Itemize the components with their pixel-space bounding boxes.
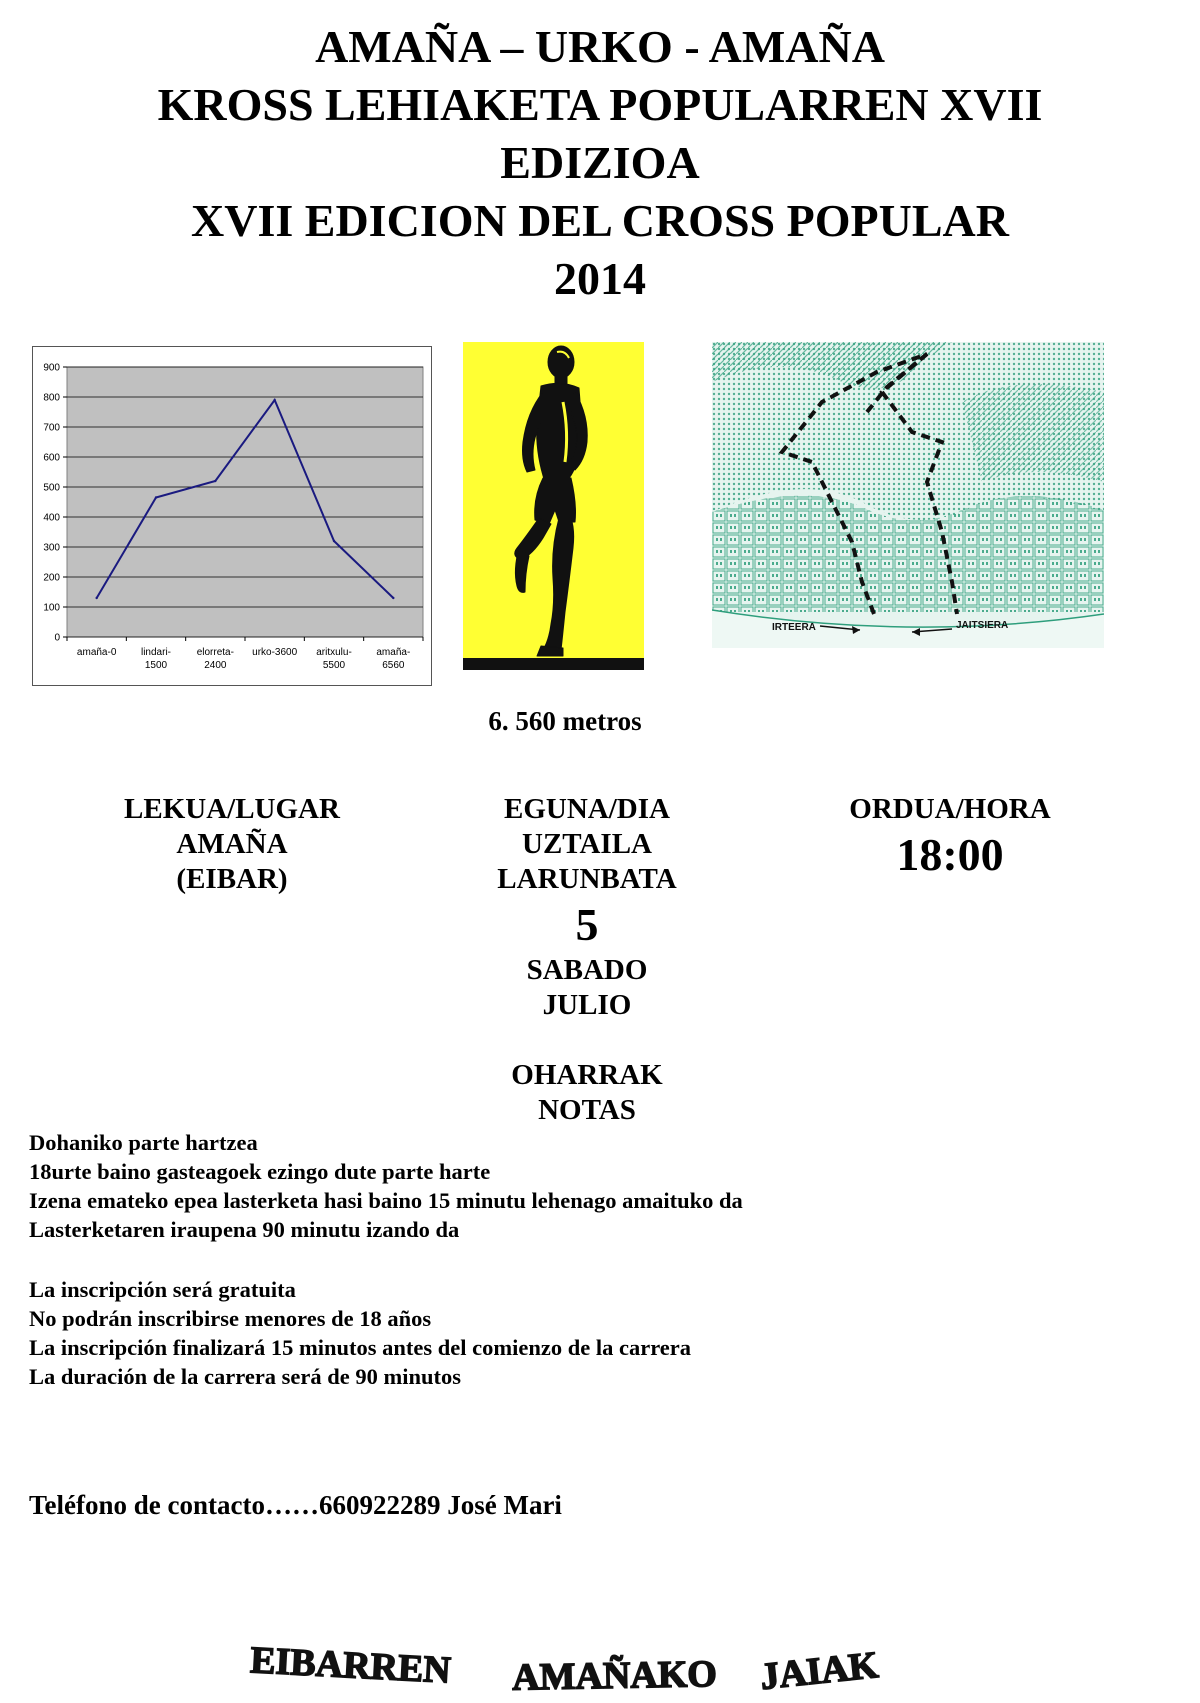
time-value: 18:00 [896, 829, 1004, 880]
y-tick-label: 700 [43, 422, 60, 434]
map-label-start: IRTEERA [772, 622, 816, 633]
x-tick-label: urko-3600 [252, 647, 298, 658]
y-tick-label: 500 [43, 482, 60, 494]
place-line-1: AMAÑA [176, 828, 288, 860]
note-line: La inscripción será gratuita [29, 1277, 296, 1302]
note-line: Dohaniko parte hartzea [29, 1130, 258, 1155]
place-heading: LEKUA/LUGAR [124, 793, 340, 825]
notes-spanish [29, 1275, 691, 1391]
x-tick-label: 6560 [382, 660, 405, 671]
x-tick-label: 5500 [322, 660, 346, 671]
title-line-2: KROSS LEHIAKETA POPULARREN XVII [157, 79, 1043, 130]
elevation-point [392, 597, 394, 599]
time-column [800, 792, 1100, 883]
distance-label: 6. 560 metros [488, 706, 642, 736]
x-tick-label: 2400 [204, 660, 227, 671]
x-tick-label: amaña- [376, 647, 411, 658]
footer-logo [240, 1630, 940, 1698]
note-line: La inscripción finalizará 15 minutos antes del comienzo de la carrera [29, 1335, 692, 1360]
y-tick-label: 400 [43, 512, 60, 524]
x-tick-label: elorreta- [196, 647, 234, 658]
x-tick-label: aritxulu- [316, 647, 352, 658]
y-tick-label: 200 [43, 572, 60, 584]
time-heading: ORDUA/HORA [849, 793, 1051, 825]
x-tick-label: 1500 [144, 660, 168, 671]
note-line: Lasterketaren iraupena 90 minutu izando da [29, 1217, 460, 1242]
place-line-2: (EIBAR) [176, 863, 288, 895]
place-column [82, 792, 382, 897]
note-line: Izena emateko epea lasterketa hasi baino 15 minutu lehenago amaituko da [29, 1188, 743, 1213]
title-line-5: 2014 [554, 253, 646, 304]
note-line: 18urte baino gasteagoek ezingo dute parte harte [29, 1159, 491, 1184]
elevation-point [95, 597, 97, 599]
y-tick-label: 800 [43, 392, 60, 404]
elevation-point [155, 496, 157, 498]
note-line: La duración de la carrera será de 90 minutos [29, 1364, 462, 1389]
y-tick-label: 600 [43, 452, 60, 464]
elevation-chart-svg [33, 347, 433, 687]
map-label-end: JAITSIERA [956, 620, 1009, 631]
day-heading: EGUNA/DIA [504, 793, 670, 825]
elevation-chart [32, 346, 432, 686]
day-column [437, 792, 737, 1023]
y-tick-label: 900 [43, 362, 60, 374]
day-line-4: JULIO [542, 989, 632, 1021]
elevation-point [273, 399, 275, 401]
notes-heading-es: NOTAS [538, 1094, 636, 1126]
day-line-2: LARUNBATA [497, 863, 677, 895]
title-line-4: XVII EDICION DEL CROSS POPULAR [191, 195, 1009, 246]
route-map [712, 342, 1104, 648]
day-number: 5 [575, 899, 599, 950]
footer-word-2: AMAÑAKO [511, 1653, 718, 1698]
y-tick-label: 100 [43, 602, 60, 614]
y-tick-label: 0 [54, 632, 60, 644]
title-line-3: EDIZIOA [500, 137, 700, 188]
page-title [0, 18, 1200, 308]
notes-basque [29, 1128, 743, 1244]
elevation-point [333, 540, 335, 542]
day-line-1: UZTAILA [522, 828, 652, 860]
x-tick-label: amaña-0 [76, 647, 117, 658]
notes-heading-eu: OHARRAK [511, 1059, 663, 1091]
elevation-point [214, 480, 216, 482]
footer-word-1: EIBARREN [249, 1639, 452, 1692]
contact-line: Teléfono de contacto……660922289 José Mari [29, 1490, 562, 1520]
note-line: No podrán inscribirse menores de 18 años [29, 1306, 432, 1331]
title-line-1: AMAÑA – URKO - AMAÑA [315, 21, 885, 72]
notes-heading [437, 1058, 737, 1128]
day-line-3: SABADO [526, 954, 648, 986]
y-tick-label: 300 [43, 542, 60, 554]
map-forest-right [962, 384, 1104, 482]
x-tick-label: lindari- [140, 647, 172, 658]
runner-illustration [463, 342, 644, 670]
runner-ground-bar [463, 658, 644, 670]
footer-word-3: JAIAK [758, 1644, 881, 1698]
plot-area [67, 367, 423, 637]
